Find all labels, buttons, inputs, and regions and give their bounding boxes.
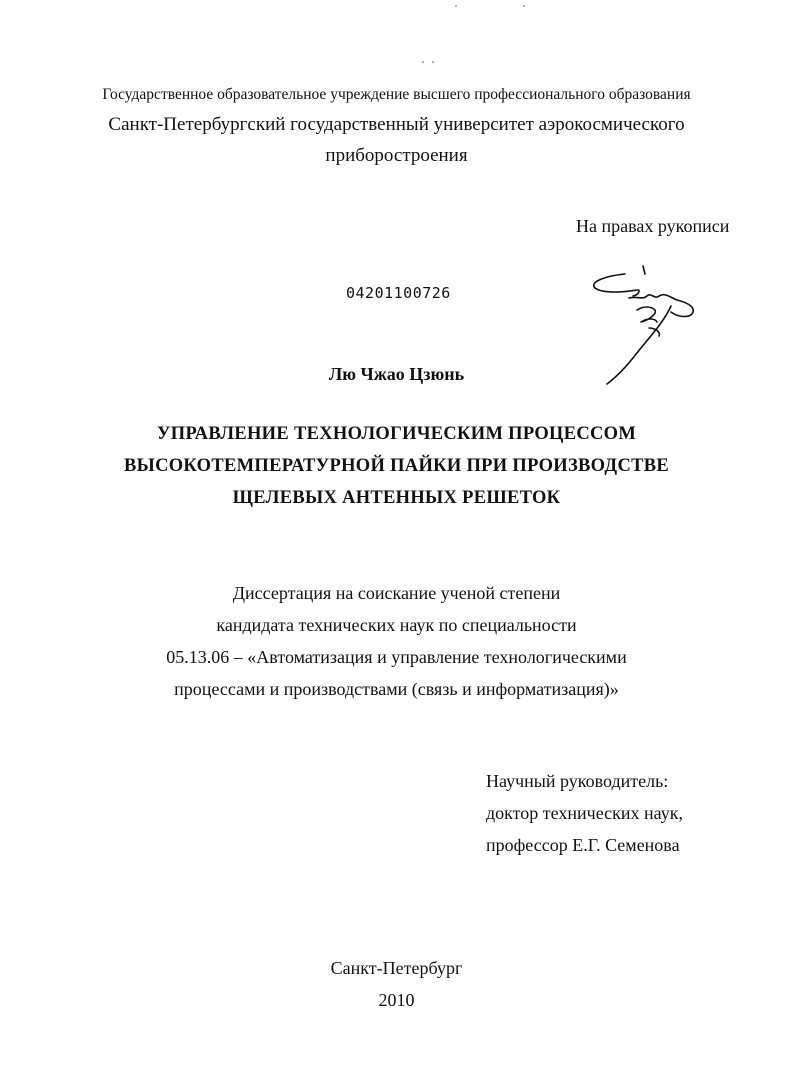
degree-description-line: процессами и производствами (связь и информатизация)» <box>174 679 619 699</box>
dissertation-title-line: УПРАВЛЕНИЕ ТЕХНОЛОГИЧЕСКИМ ПРОЦЕССОМ <box>156 424 637 444</box>
supervisor-label: Научный руководитель: <box>486 771 669 791</box>
university-name-line2: приборостроения <box>325 145 468 166</box>
dissertation-title-line: ЩЕЛЕВЫХ АНТЕННЫХ РЕШЕТОК <box>232 488 561 508</box>
degree-description-line: Диссертация на соискание ученой степени <box>232 583 561 603</box>
scan-specks <box>0 0 793 80</box>
supervisor-degree: доктор технических наук, <box>486 803 683 823</box>
year: 2010 <box>378 990 415 1010</box>
author-name: Лю Чжао Цзюнь <box>328 364 465 384</box>
supervisor-name: профессор Е.Г. Семенова <box>486 835 680 855</box>
dissertation-title-line: ВЫСОКОТЕМПЕРАТУРНОЙ ПАЙКИ ПРИ ПРОИЗВОДСТВЕ <box>123 456 670 476</box>
manuscript-note: На правах рукописи <box>576 216 730 236</box>
degree-description-line: кандидата технических наук по специальности <box>216 615 577 635</box>
institution-type: Государственное образовательное учреждение высшего профессионального образования <box>102 86 691 103</box>
degree-description-line: 05.13.06 – «Автоматизация и управление технологическими <box>166 647 627 667</box>
university-name-line1: Санкт-Петербургский государственный университет аэрокосмического <box>108 114 685 135</box>
catalog-number: 04201100726 <box>346 284 451 302</box>
city: Санкт-Петербург <box>330 958 463 978</box>
